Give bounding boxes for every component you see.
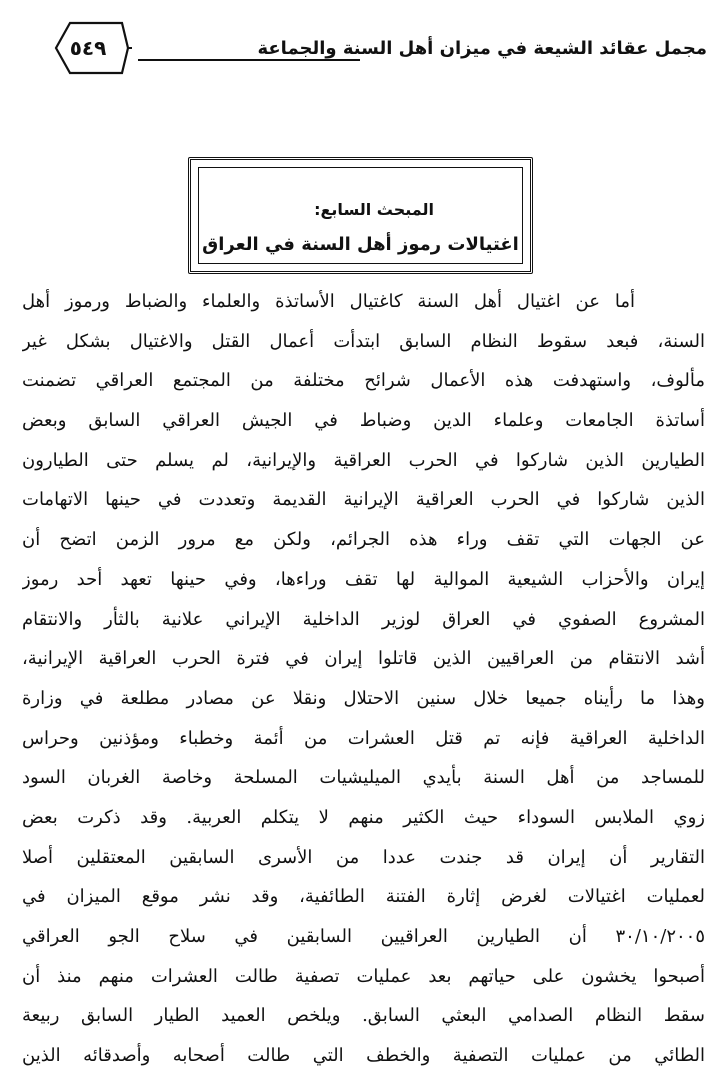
body-line: للمساجد من أهل السنة بأيدي الميليشيات المسلحة وخاصة الغربان السود xyxy=(22,767,705,789)
page-number-badge xyxy=(52,18,132,78)
section-label: المبحث السابع: xyxy=(314,200,434,219)
section-heading-inner-frame xyxy=(198,167,523,264)
page-number: ٥٤٩ xyxy=(69,36,107,60)
body-line: لعمليات اغتيالات لغرض إثارة الفتنة الطائفية، وقد نشر موقع الميزان في xyxy=(22,886,705,908)
page-header xyxy=(52,18,707,78)
body-line: أما عن اغتيال أهل السنة كاغتيال الأساتذة والعلماء والضباط ورموز أهل xyxy=(22,291,635,312)
body-line: أشد الانتقام من العراقيين الذين قاتلوا إيران في فترة الحرب العراقية الإيرانية، xyxy=(22,648,705,670)
section-title: اغتيالات رموز أهل السنة في العراق xyxy=(202,234,519,255)
body-line: المشروع الصفوي في العراق لوزير الداخلية الإيراني علانية بالثأر والانتقام xyxy=(22,608,705,630)
body-line: السنة، فبعد سقوط النظام السابق ابتدأت أعمال القتل والاغتيال بشكل غير xyxy=(22,330,705,352)
body-line: ٣٠/١٠/٢٠٠٥ أن الطيارين العراقيين السابقين في سلاح الجو العراقي xyxy=(22,926,705,947)
body-line: الطيارين الذين شاركوا في الحرب العراقية والإيرانية، لم يسلم حتى الطيارون xyxy=(22,449,705,471)
body-line: التقارير أن إيران قد جندت عددا من الأسرى السابقين المعتقلين أصلا xyxy=(22,846,705,868)
body-line: زوي الملابس السوداء حيث الكثير منهم لا يتكلم العربية. وقد ذكرت بعض xyxy=(22,806,705,828)
section-heading-box xyxy=(188,157,533,274)
body-line: إيران والأحزاب الشيعية الموالية لها تقف وراءها، وفي حينها تعهد أحد رموز xyxy=(22,568,705,590)
body-line: وهذا ما رأيناه جميعا خلال سنين الاحتلال ونقلا عن مصادر مطلعة في وزارة xyxy=(22,687,705,709)
header-rule xyxy=(138,59,360,61)
running-header-title: مجمل عقائد الشيعة في ميزان أهل السنة والجماعة xyxy=(257,38,707,59)
body-line: الداخلية العراقية فإنه تم قتل العشرات من أئمة وخطباء ومؤذنين وحراس xyxy=(22,727,705,749)
body-line: الذين شاركوا في الحرب العراقية الإيرانية القديمة وتعددت في حينها الاتهامات xyxy=(22,489,705,511)
body-line: عن الجهات التي تقف وراء هذه الجرائم، ولكن مع مرور الزمن اتضح أن xyxy=(22,529,705,551)
body-line: سقط النظام الصدامي البعثي السابق. ويلخص العميد الطيار السابق ربيعة xyxy=(22,1005,705,1027)
body-line: الطائي من عمليات التصفية والخطف التي طالت أصحابه وأصدقائه الذين xyxy=(22,1045,705,1067)
body-text xyxy=(22,282,705,1076)
body-line: أصبحوا يخشون على حياتهم بعد عمليات تصفية طالت العشرات منهم منذ أن xyxy=(22,965,705,987)
body-line: أساتذة الجامعات وعلماء الدين وضباط في الجيش العراقي السابق وبعض xyxy=(22,410,705,432)
body-line: مألوف، واستهدفت هذه الأعمال شرائح مختلفة من المجتمع العراقي تضمنت xyxy=(22,370,705,392)
